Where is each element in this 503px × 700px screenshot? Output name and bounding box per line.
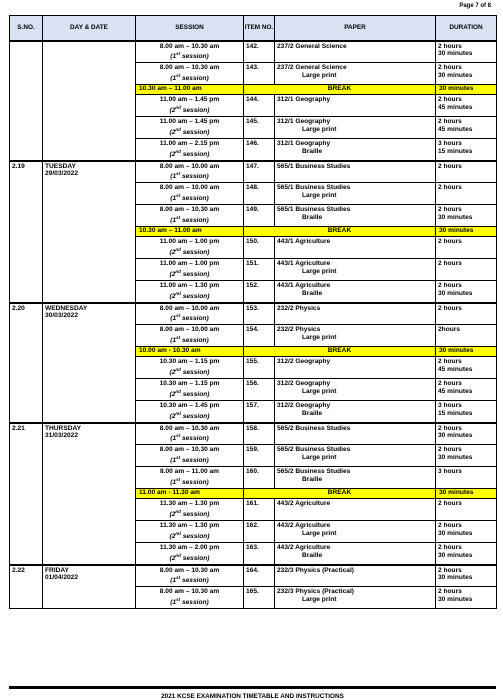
paper-name: 565/2 Business Studies	[277, 468, 351, 475]
duration-cell	[436, 41, 497, 63]
session-time: 8.00 am – 10.30 am	[159, 566, 220, 574]
day-date: 30/03/2022	[45, 312, 79, 320]
paper-name: 232/3 Physics (Practical)	[277, 566, 354, 574]
paper-name: 443/1 Agriculture	[277, 260, 331, 267]
duration-minutes: 30 minutes	[438, 213, 473, 221]
session-time: 11.00 am – 2.15 pm	[159, 140, 220, 147]
paper-name: 237/2 General Science	[277, 42, 347, 50]
session-label: (1st session)	[170, 214, 209, 224]
session-cell	[136, 139, 244, 161]
paper-cell	[275, 281, 436, 303]
session-time: 8.00 am – 10.00 am	[159, 162, 220, 170]
paper-cell	[275, 117, 436, 139]
paper-name: 565/1 Business Studies	[277, 184, 351, 191]
paper-variant: Large print	[302, 529, 337, 537]
item-number: 145.	[244, 117, 275, 139]
item-number: 159.	[244, 445, 275, 467]
break-duration: 30 minutes	[436, 489, 497, 499]
duration-minutes: 30 minutes	[438, 529, 473, 537]
paper-name: 312/2 Geography	[277, 380, 331, 387]
duration-hours: 2 hours	[438, 304, 462, 312]
session-cell	[136, 521, 244, 543]
session-label: (1st session)	[170, 454, 209, 464]
paper-name: 565/2 Business Studies	[277, 424, 351, 432]
sno-cell: 2.19	[10, 161, 43, 303]
exam-row	[10, 423, 497, 445]
session-cell	[136, 281, 244, 303]
item-number: 157.	[244, 401, 275, 423]
exam-row	[10, 41, 497, 63]
footer-title: 2021 KCSE EXAMINATION TIMETABLE AND INSTRUCTIONS	[161, 693, 344, 700]
item-number: 162.	[244, 521, 275, 543]
session-label: (2nd session)	[169, 246, 210, 256]
paper-cell	[275, 63, 436, 85]
duration-hours: 3 hours	[438, 468, 462, 475]
duration-minutes: 45 minutes	[438, 103, 473, 111]
duration-hours: 3 hours	[438, 402, 462, 409]
duration-hours: 2 hours	[438, 42, 462, 50]
paper-cell	[275, 445, 436, 467]
timetable-body	[10, 41, 497, 609]
day-cell	[43, 565, 136, 609]
session-label: (2nd session)	[169, 104, 210, 114]
break-duration: 30 minutes	[436, 347, 497, 357]
paper-name: 565/1 Business Studies	[277, 206, 351, 213]
session-cell	[136, 303, 244, 325]
break-label: BREAK	[244, 347, 436, 357]
session-cell	[136, 161, 244, 183]
paper-cell	[275, 161, 436, 183]
paper-cell	[275, 521, 436, 543]
duration-minutes: 30 minutes	[438, 289, 473, 297]
header-paper: PAPER	[275, 16, 436, 41]
session-cell	[136, 325, 244, 347]
header-session: SESSION	[136, 16, 244, 41]
paper-name: 443/1 Agriculture	[277, 238, 331, 245]
session-label: (1st session)	[170, 575, 209, 585]
item-number: 146.	[244, 139, 275, 161]
paper-variant: Braille	[302, 289, 323, 297]
session-label: (1st session)	[170, 476, 209, 486]
session-time: 11.00 am – 1.45 pm	[159, 118, 220, 125]
duration-minutes: 30 minutes	[438, 432, 473, 440]
session-label: (1st session)	[170, 433, 209, 443]
paper-cell	[275, 41, 436, 63]
session-label: (1st session)	[170, 596, 209, 606]
paper-name: 312/1 Geography	[277, 140, 331, 147]
paper-name: 443/2 Agriculture	[277, 544, 331, 551]
paper-variant: Braille	[302, 409, 323, 417]
duration-cell	[436, 183, 497, 205]
item-number: 160.	[244, 467, 275, 489]
session-label: (1st session)	[170, 72, 209, 82]
item-number: 161.	[244, 499, 275, 521]
duration-cell	[436, 139, 497, 161]
paper-cell	[275, 183, 436, 205]
paper-name: 232/2 Physics	[277, 304, 321, 312]
session-time: 8.00 am – 10.00 am	[159, 326, 220, 333]
duration-hours: 2 hours	[438, 588, 462, 595]
paper-name: 312/2 Geography	[277, 402, 331, 409]
duration-hours: 2 hours	[438, 238, 462, 245]
session-cell	[136, 95, 244, 117]
session-cell	[136, 237, 244, 259]
duration-cell	[436, 379, 497, 401]
session-label: (2nd session)	[169, 148, 210, 158]
day-name: THURSDAY	[45, 424, 82, 432]
break-time: 10.00 am - 10.30 am	[136, 347, 244, 357]
duration-cell	[436, 587, 497, 609]
duration-cell	[436, 467, 497, 489]
session-label: (1st session)	[170, 334, 209, 344]
paper-name: 232/3 Physics (Practical)	[277, 588, 354, 595]
paper-cell	[275, 259, 436, 281]
session-label: (2nd session)	[169, 530, 210, 540]
sno-cell: 2.22	[10, 565, 43, 609]
item-number: 150.	[244, 237, 275, 259]
session-cell	[136, 401, 244, 423]
duration-hours: 2 hours	[438, 446, 462, 453]
day-name: TUESDAY	[45, 162, 76, 170]
duration-hours: 2 hours	[438, 522, 462, 529]
paper-variant: Braille	[302, 147, 323, 155]
duration-hours: 2 hours	[438, 500, 462, 507]
day-name: WEDNESDAY	[45, 304, 88, 312]
session-cell	[136, 63, 244, 85]
session-time: 10.30 am – 1.15 pm	[159, 358, 220, 365]
duration-hours: 2 hours	[438, 96, 462, 103]
duration-hours: 2 hours	[438, 566, 462, 574]
page-number: Page 7 of 8	[459, 3, 491, 9]
header-item: ITEM NO.	[244, 16, 275, 41]
header-duration: DURATION	[436, 16, 497, 41]
paper-cell	[275, 565, 436, 587]
duration-hours: 2 hours	[438, 424, 462, 432]
session-time: 10.30 am – 1.45 pm	[159, 402, 220, 409]
exam-row	[10, 303, 497, 325]
exam-row	[10, 161, 497, 183]
paper-cell	[275, 303, 436, 325]
duration-minutes: 45 minutes	[438, 387, 473, 395]
session-label: (2nd session)	[169, 126, 210, 136]
item-number: 153.	[244, 303, 275, 325]
footer	[9, 686, 496, 700]
session-label: (2nd session)	[169, 388, 210, 398]
paper-cell	[275, 401, 436, 423]
exam-row	[10, 565, 497, 587]
paper-cell	[275, 467, 436, 489]
duration-cell	[436, 445, 497, 467]
session-cell	[136, 587, 244, 609]
session-cell	[136, 467, 244, 489]
break-label: BREAK	[244, 85, 436, 95]
duration-hours: 2hours	[438, 326, 460, 333]
day-cell	[43, 41, 136, 161]
item-number: 142.	[244, 41, 275, 63]
duration-cell	[436, 95, 497, 117]
item-number: 163.	[244, 543, 275, 565]
paper-variant: Large print	[302, 333, 337, 341]
paper-name: 565/1 Business Studies	[277, 162, 351, 170]
sno-cell	[10, 41, 43, 161]
day-date: 01/04/2022	[45, 574, 79, 582]
paper-cell	[275, 205, 436, 227]
duration-minutes: 15 minutes	[438, 409, 473, 417]
paper-cell	[275, 379, 436, 401]
duration-cell	[436, 325, 497, 347]
paper-variant: Braille	[302, 213, 323, 221]
session-label: (2nd session)	[169, 508, 210, 518]
duration-cell	[436, 543, 497, 565]
duration-cell	[436, 237, 497, 259]
session-cell	[136, 499, 244, 521]
session-time: 11.30 am – 2.00 pm	[159, 544, 220, 551]
session-cell	[136, 205, 244, 227]
session-time: 8.00 am – 10.30 am	[159, 42, 220, 50]
session-label: (2nd session)	[169, 290, 210, 300]
duration-hours: 2 hours	[438, 358, 462, 365]
session-label: (1st session)	[170, 313, 209, 323]
duration-minutes: 30 minutes	[438, 595, 473, 603]
session-time: 10.30 am – 1.15 pm	[159, 380, 220, 387]
session-time: 8.00 am – 11.00 am	[159, 468, 220, 475]
session-time: 8.00 am – 10.00 am	[159, 304, 220, 312]
duration-cell	[436, 63, 497, 85]
item-number: 147.	[244, 161, 275, 183]
paper-cell	[275, 139, 436, 161]
break-time: 11.00 am - 11.30 am	[136, 489, 244, 499]
break-time: 10.30 am – 11.00 am	[136, 85, 244, 95]
session-time: 8.00 am – 10.30 am	[159, 424, 220, 432]
session-label: (2nd session)	[169, 552, 210, 562]
paper-cell	[275, 237, 436, 259]
session-label: (2nd session)	[169, 366, 210, 376]
session-label: (1st session)	[170, 192, 209, 202]
paper-variant: Braille	[302, 551, 323, 559]
day-cell	[43, 423, 136, 565]
session-cell	[136, 357, 244, 379]
sno-cell: 2.20	[10, 303, 43, 423]
paper-name: 312/1 Geography	[277, 96, 331, 103]
duration-minutes: 30 minutes	[438, 71, 473, 79]
session-cell	[136, 543, 244, 565]
item-number: 158.	[244, 423, 275, 445]
session-time: 8.00 am – 10.30 am	[159, 206, 220, 213]
paper-cell	[275, 95, 436, 117]
paper-cell	[275, 357, 436, 379]
duration-cell	[436, 423, 497, 445]
duration-minutes: 45 minutes	[438, 365, 473, 373]
duration-hours: 2 hours	[438, 206, 462, 213]
break-duration: 30 minutes	[436, 85, 497, 95]
duration-hours: 2 hours	[438, 282, 462, 289]
day-cell	[43, 303, 136, 423]
session-time: 8.00 am – 10.30 am	[159, 588, 220, 595]
break-label: BREAK	[244, 489, 436, 499]
timetable	[9, 15, 497, 609]
session-time: 8.00 am – 10.30 am	[159, 64, 220, 71]
duration-hours: 2 hours	[438, 260, 462, 267]
duration-minutes: 30 minutes	[438, 574, 473, 582]
session-time: 8.00 am – 10.30 am	[159, 446, 220, 453]
header-row	[10, 16, 497, 41]
session-label: (2nd session)	[169, 410, 210, 420]
paper-cell	[275, 587, 436, 609]
session-time: 8.00 am – 10.00 am	[159, 184, 220, 191]
session-label: (2nd session)	[169, 268, 210, 278]
paper-name: 312/1 Geography	[277, 118, 331, 125]
break-duration: 30 minutes	[436, 227, 497, 237]
duration-hours: 2 hours	[438, 64, 462, 71]
duration-minutes: 15 minutes	[438, 147, 473, 155]
session-time: 11.00 am – 1.00 pm	[159, 260, 220, 267]
paper-cell	[275, 499, 436, 521]
duration-hours: 2 hours	[438, 544, 462, 551]
paper-cell	[275, 543, 436, 565]
paper-variant: Large print	[302, 387, 337, 395]
duration-cell	[436, 499, 497, 521]
duration-cell	[436, 259, 497, 281]
duration-cell	[436, 281, 497, 303]
session-cell	[136, 117, 244, 139]
session-time: 11.00 am – 1.00 pm	[159, 238, 220, 245]
session-cell	[136, 183, 244, 205]
item-number: 144.	[244, 95, 275, 117]
break-time: 10.30 am – 11.00 am	[136, 227, 244, 237]
session-cell	[136, 423, 244, 445]
session-cell	[136, 445, 244, 467]
duration-cell	[436, 161, 497, 183]
duration-minutes: 30 minutes	[438, 551, 473, 559]
day-name: FRIDAY	[45, 566, 69, 574]
duration-cell	[436, 303, 497, 325]
session-label: (1st session)	[170, 51, 209, 61]
paper-name: 443/2 Agriculture	[277, 500, 331, 507]
session-cell	[136, 259, 244, 281]
session-time: 11.00 am – 1.45 pm	[159, 96, 220, 103]
duration-cell	[436, 565, 497, 587]
paper-variant: Large print	[302, 71, 337, 79]
item-number: 152.	[244, 281, 275, 303]
item-number: 143.	[244, 63, 275, 85]
item-number: 156.	[244, 379, 275, 401]
item-number: 148.	[244, 183, 275, 205]
duration-minutes: 30 minutes	[438, 453, 473, 461]
header-sno: S.NO.	[10, 16, 43, 41]
session-cell	[136, 565, 244, 587]
paper-variant: Large print	[302, 125, 337, 133]
item-number: 164.	[244, 565, 275, 587]
session-time: 11.00 am – 1.30 pm	[159, 282, 220, 289]
item-number: 155.	[244, 357, 275, 379]
item-number: 154.	[244, 325, 275, 347]
paper-name: 565/2 Business Studies	[277, 446, 351, 453]
paper-variant: Braille	[302, 475, 323, 483]
paper-cell	[275, 423, 436, 445]
paper-variant: Large print	[302, 595, 337, 603]
header-day: DAY & DATE	[43, 16, 136, 41]
paper-cell	[275, 325, 436, 347]
paper-variant: Large print	[302, 191, 337, 199]
duration-cell	[436, 117, 497, 139]
break-label: BREAK	[244, 227, 436, 237]
duration-hours: 2 hours	[438, 380, 462, 387]
day-date: 31/03/2022	[45, 432, 79, 440]
paper-variant: Large print	[302, 267, 337, 275]
item-number: 165.	[244, 587, 275, 609]
paper-name: 237/2 General Science	[277, 64, 347, 71]
day-cell	[43, 161, 136, 303]
duration-cell	[436, 205, 497, 227]
duration-cell	[436, 357, 497, 379]
item-number: 149.	[244, 205, 275, 227]
paper-name: 443/1 Agriculture	[277, 282, 331, 289]
day-date: 29/03/2022	[45, 170, 79, 178]
duration-hours: 2 hours	[438, 118, 462, 125]
session-time: 11.30 am – 1.30 pm	[159, 522, 220, 529]
duration-hours: 2 hours	[438, 184, 462, 191]
duration-minutes: 45 minutes	[438, 125, 473, 133]
paper-name: 312/2 Geography	[277, 358, 331, 365]
paper-name: 443/2 Agriculture	[277, 522, 331, 529]
duration-minutes: 30 minutes	[438, 50, 473, 58]
duration-cell	[436, 521, 497, 543]
paper-variant: Large print	[302, 453, 337, 461]
item-number: 151.	[244, 259, 275, 281]
session-time: 11.30 am – 1.30 pm	[159, 500, 220, 507]
session-cell	[136, 379, 244, 401]
session-cell	[136, 41, 244, 63]
paper-name: 232/2 Physics	[277, 326, 321, 333]
duration-cell	[436, 401, 497, 423]
duration-hours: 2 hours	[438, 162, 462, 170]
session-label: (1st session)	[170, 171, 209, 181]
duration-hours: 3 hours	[438, 140, 462, 147]
sno-cell: 2.21	[10, 423, 43, 565]
